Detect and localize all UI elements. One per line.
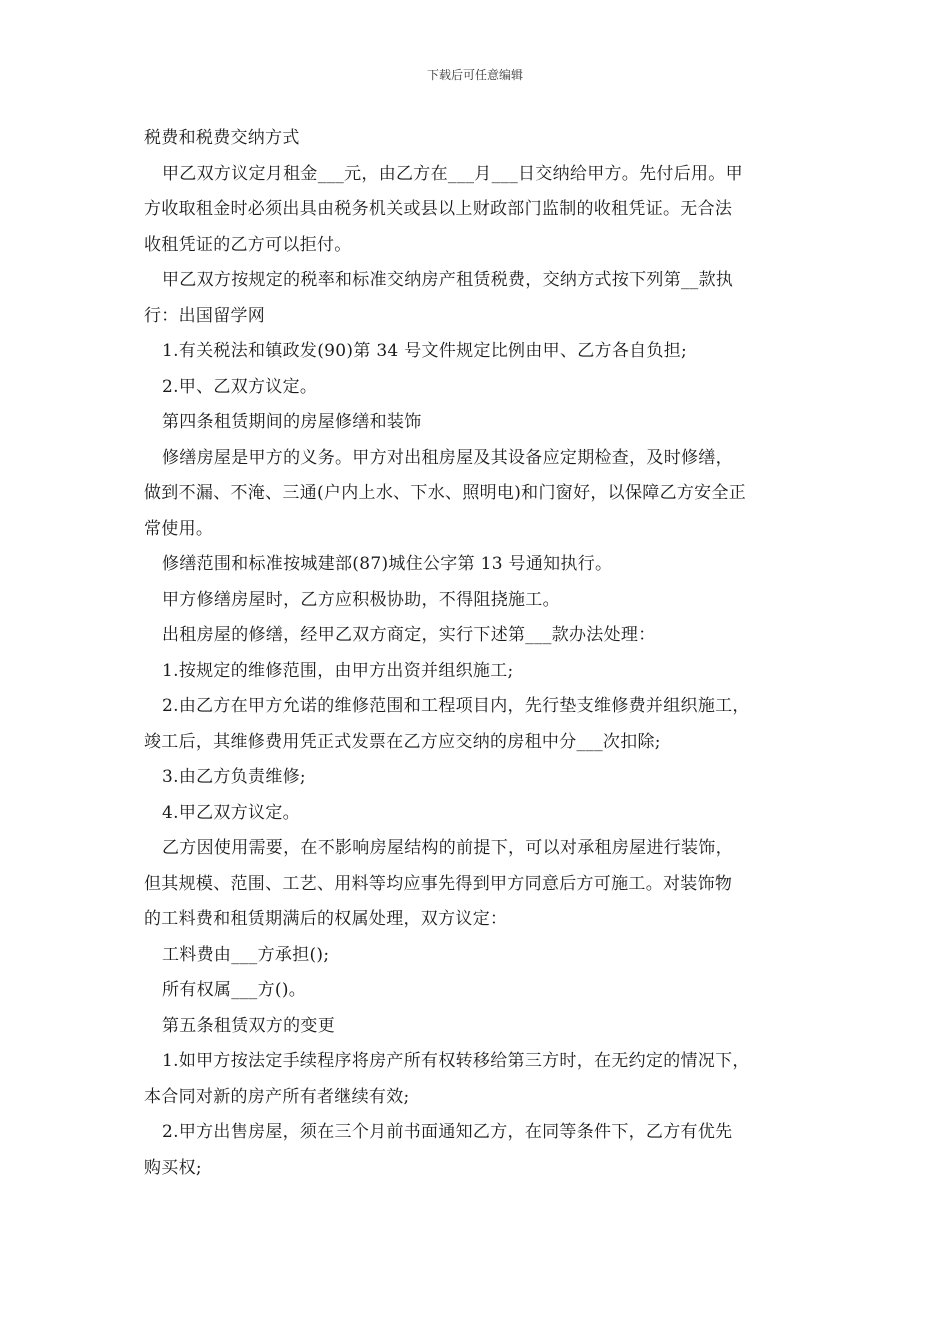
page-header: 下载后可任意编辑 [426,68,523,82]
text-line: 行：出国留学网 [144,305,266,326]
text-line: 4.甲乙双方议定。 [162,802,300,823]
text-line: 做到不漏、不淹、三通(户内上水、下水、照明电)和门窗好，以保障乙方安全正 [144,483,747,503]
text-line: 甲方修缮房屋时，乙方应积极协助，不得阻挠施工。 [162,589,560,610]
text-line: 收租凭证的乙方可以拒付。 [144,234,352,255]
text-line: 2.甲方出售房屋，须在三个月前书面通知乙方，在同等条件下，乙方有优先 [162,1122,733,1142]
text-line: 2.甲、乙双方议定。 [162,376,318,397]
text-line: 甲乙双方议定月租金___元，由乙方在___月___日交纳给甲方。先付后用。甲 [162,163,743,184]
text-line: 常使用。 [144,518,214,539]
text-line: 竣工后，其维修费用凭正式发票在乙方应交纳的房租中分___次扣除; [144,731,661,752]
text-line: 的工料费和租赁期满后的权属处理，双方议定： [144,909,508,929]
text-line: 出租房屋的修缮，经甲乙双方商定，实行下述第___款办法处理： [162,625,656,645]
text-line: 方收取租金时必须出具由税务机关或县以上财政部门监制的收租凭证。无合法 [144,199,733,219]
text-line: 1.按规定的维修范围，由甲方出资并组织施工; [162,660,514,681]
text-line: 购买权; [144,1157,202,1178]
text-line: 工料费由___方承担(); [162,944,330,965]
text-line: 所有权属___方()。 [162,980,307,1000]
text-line: 修缮房屋是甲方的义务。甲方对出租房屋及其设备应定期检查，及时修缮， [162,447,733,468]
document-body [144,121,820,1186]
text-line: 税费和税费交纳方式 [144,128,300,148]
text-line: 2.由乙方在甲方允诺的维修范围和工程项目内，先行垫支维修费并组织施工， [162,696,750,716]
text-line: 1.有关税法和镇政发(90)第 34 号文件规定比例由甲、乙方各自负担; [162,341,688,361]
text-line: 第四条租赁期间的房屋修缮和装饰 [162,412,422,432]
text-line: 3.由乙方负责维修; [162,767,306,787]
text-line: 1.如甲方按法定手续程序将房产所有权转移给第三方时，在无约定的情况下， [162,1051,750,1071]
text-line: 修缮范围和标准按城建部(87)城住公字第 13 号通知执行。 [162,554,613,574]
text-line: 本合同对新的房产所有者继续有效; [144,1086,410,1107]
text-line: 乙方因使用需要，在不影响房屋结构的前提下，可以对承租房屋进行装饰， [162,838,733,858]
text-line: 甲乙双方按规定的税率和标准交纳房产租赁税费，交纳方式按下列第__款执 [162,270,734,290]
text-line: 但其规模、范围、工艺、用料等均应事先得到甲方同意后方可施工。对装饰物 [144,873,733,894]
text-line: 第五条租赁双方的变更 [162,1015,335,1036]
